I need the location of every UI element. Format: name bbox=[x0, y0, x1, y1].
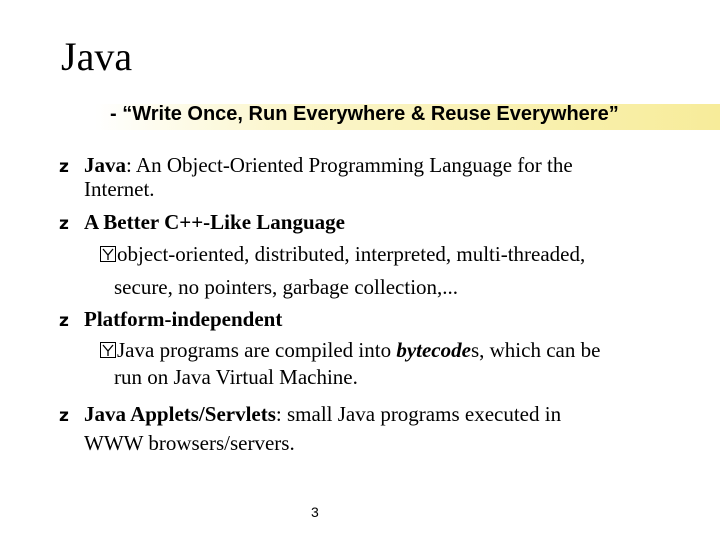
page-number: 3 bbox=[311, 504, 319, 520]
sub-bullet-part: Java programs are compiled into bbox=[117, 338, 397, 362]
bullet-text-java bbox=[84, 153, 573, 177]
bullet-lead: Java Applets/Servlets bbox=[84, 402, 276, 426]
sub-bullet-text bbox=[117, 338, 600, 362]
bullet-text-applets bbox=[84, 402, 561, 426]
bullet-lead: Platform-independent bbox=[84, 307, 283, 331]
slide-title: Java bbox=[61, 34, 133, 79]
sub-bullet-continuation: run on Java Virtual Machine. bbox=[114, 365, 358, 389]
bullet-continuation: Internet. bbox=[84, 177, 155, 201]
slide-subtitle: - “Write Once, Run Everywhere & Reuse Everywhere” bbox=[110, 103, 619, 125]
z-bullet-icon: z bbox=[59, 214, 69, 234]
sub-bullet-part: s, which can be bbox=[470, 338, 601, 362]
z-bullet-icon: z bbox=[59, 311, 69, 331]
check-box-icon bbox=[100, 342, 116, 358]
bullet-rest: : An Object-Oriented Programming Language for the bbox=[126, 153, 573, 177]
z-bullet-icon: z bbox=[59, 406, 69, 426]
bytecode-emphasis: bytecode bbox=[396, 338, 471, 362]
bullet-lead: A Better C++-Like Language bbox=[84, 210, 345, 234]
bullet-lead: Java bbox=[84, 153, 126, 177]
bullet-continuation: WWW browsers/servers. bbox=[84, 431, 295, 455]
bullet-rest: : small Java programs executed in bbox=[275, 402, 562, 426]
z-bullet-icon: z bbox=[59, 157, 69, 177]
sub-bullet-text: object-oriented, distributed, interpreted, multi-threaded, bbox=[117, 242, 586, 266]
check-box-icon bbox=[100, 246, 116, 262]
sub-bullet-continuation: secure, no pointers, garbage collection,... bbox=[114, 275, 459, 299]
